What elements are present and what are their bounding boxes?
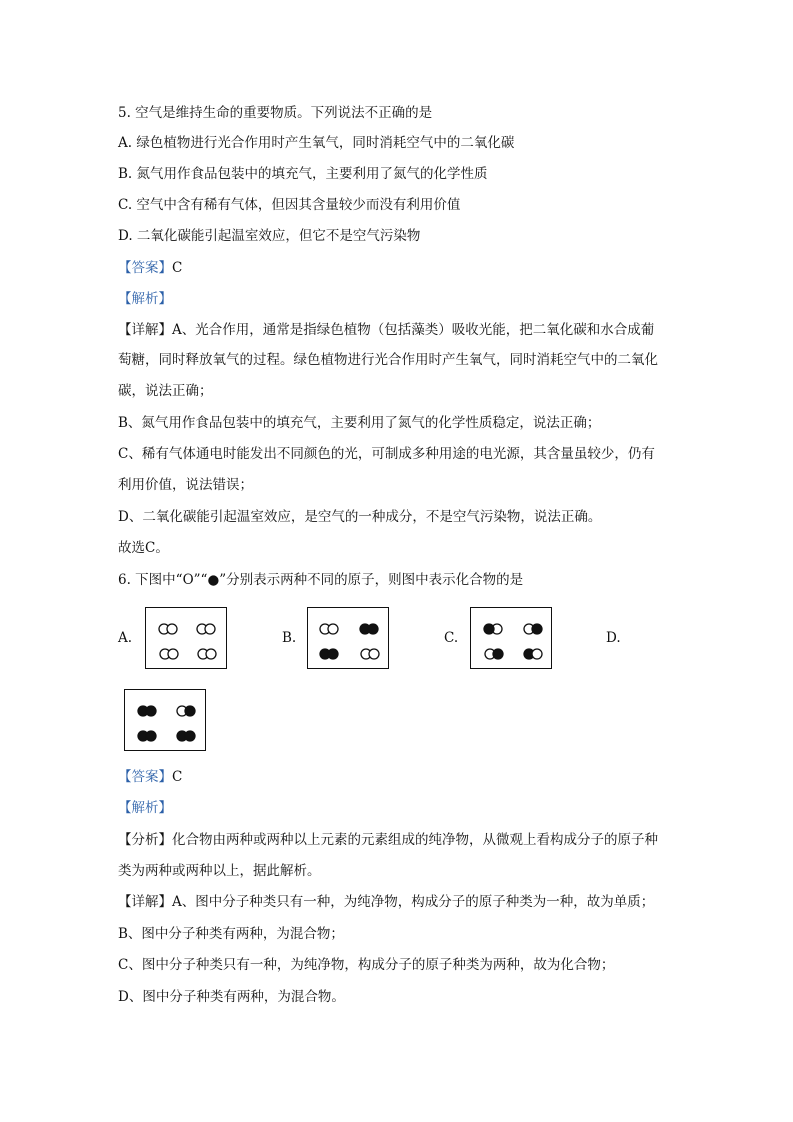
q6-detail-line: C、图中分子种类只有一种，为纯净物，构成分子的原子种类为两种，故为化合物；: [118, 957, 615, 973]
q6-detail-line: D、图中分子种类有两种，为混合物。: [118, 989, 345, 1005]
q5-detail-line: D、二氧化碳能引起温室效应，是空气的一种成分，不是空气污染物，说法正确。: [118, 509, 602, 525]
q6-option-a-label: A.: [118, 630, 133, 646]
q5-option-c: C. 空气中含有稀有气体，但因其含量较少而没有利用价值: [118, 197, 461, 213]
q6-analysis-tag: 【解析】: [118, 800, 172, 816]
q6-option-d-label: D.: [606, 630, 621, 646]
q5-option-d: D. 二氧化碳能引起温室效应，但它不是空气污染物: [118, 228, 421, 244]
q6-diagram-c: [470, 607, 552, 669]
q5-detail-line: 萄糖，同时释放氧气的过程。绿色植物进行光合作用时产生氧气，同时消耗空气中的二氧化: [118, 352, 658, 368]
detail-text: A、图中分子种类只有一种，为纯净物，构成分子的原子种类为一种，故为单质；: [172, 894, 655, 910]
q5-conclusion: 故选C。: [118, 540, 169, 556]
q5-detail-line: [118, 320, 654, 340]
q6-option-c-label: C.: [444, 630, 459, 646]
q5-detail-line: 利用价值，说法错误；: [118, 477, 253, 493]
q5-detail-line: 碳，说法正确；: [118, 383, 213, 399]
q5-detail-line: B、氮气用作食品包装中的填充气，主要利用了氮气的化学性质稳定，说法正确；: [118, 415, 601, 431]
q6-fenxi-line: [118, 830, 658, 850]
fenxi-text: 化合物由两种或两种以上元素的元素组成的纯净物，从微观上看构成分子的原子种: [172, 832, 658, 848]
q5-answer: [118, 258, 182, 278]
q5-analysis-tag: 【解析】: [118, 291, 172, 307]
detail-tag: 【详解】: [118, 322, 172, 338]
fenxi-tag: 【分析】: [118, 832, 172, 848]
q6-diagram-d: [124, 689, 206, 751]
q5-detail-line: C、稀有气体通电时能发出不同颜色的光，可制成多种用途的电光源，其含量虽较少，仍有: [118, 446, 655, 462]
detail-tag: 【详解】: [118, 894, 172, 910]
detail-text: A、光合作用，通常是指绿色植物（包括藻类）吸收光能，把二氧化碳和水合成葡: [172, 322, 655, 338]
q5-stem: 5. 空气是维持生命的重要物质。下列说法不正确的是: [118, 105, 433, 121]
q6-option-b-label: B.: [282, 630, 297, 646]
q6-answer: [118, 767, 182, 787]
answer-tag: 【答案】: [118, 260, 172, 276]
answer-value: C: [172, 769, 183, 785]
q5-option-a: A. 绿色植物进行光合作用时产生氧气，同时消耗空气中的二氧化碳: [118, 135, 515, 151]
q6-detail-line: B、图中分子种类有两种，为混合物；: [118, 926, 344, 942]
q6-stem: 6. 下图中“O”“●”分别表示两种不同的原子，则图中表示化合物的是: [118, 572, 524, 588]
q6-detail-line: [118, 892, 654, 912]
q6-diagram-b: [307, 607, 389, 669]
q6-fenxi-line: 类为两种或两种以上，据此解析。: [118, 863, 321, 879]
q5-option-b: B. 氮气用作食品包装中的填充气，主要利用了氮气的化学性质: [118, 166, 488, 182]
answer-tag: 【答案】: [118, 769, 172, 785]
q6-diagram-a: [145, 607, 227, 669]
answer-value: C: [172, 260, 183, 276]
